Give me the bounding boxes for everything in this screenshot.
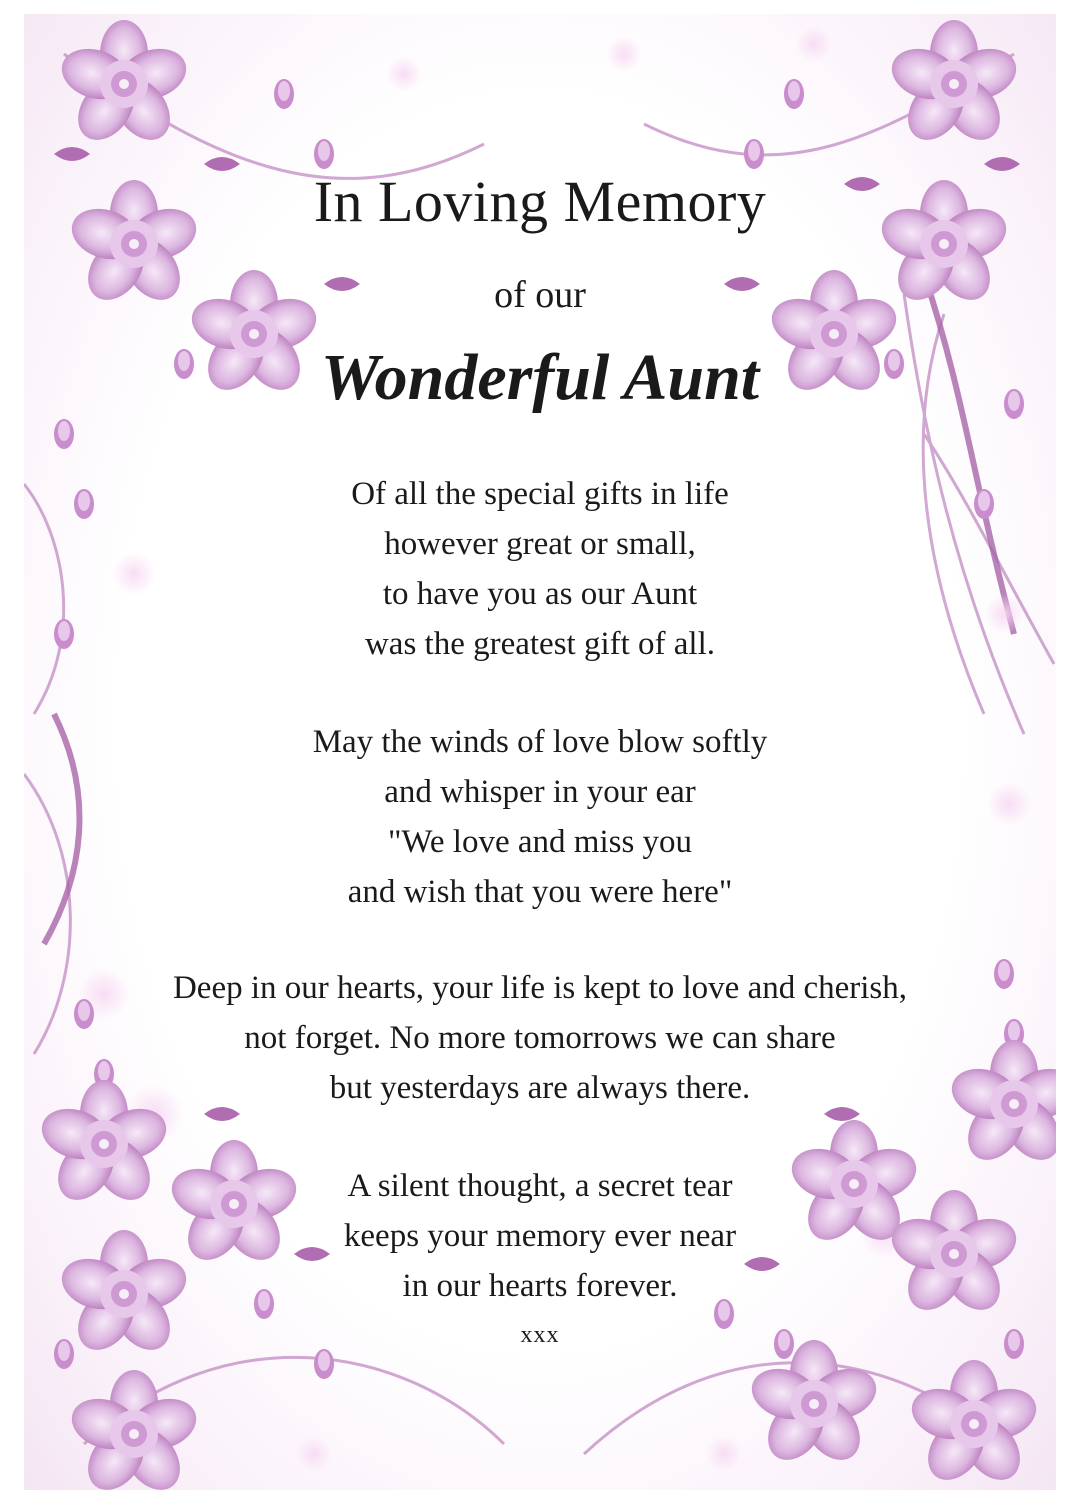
verse-line: May the winds of love blow softly xyxy=(312,724,768,760)
verse-line: however great or small, xyxy=(384,526,696,562)
verse-line: and whisper in your ear xyxy=(384,774,696,810)
verse-line: to have you as our Aunt xyxy=(382,576,698,612)
verse-line: Deep in our hearts, your life is kept to love and cherish, xyxy=(172,970,908,1006)
verse-line: Of all the special gifts in life xyxy=(351,476,729,512)
card-title: In Loving Memory xyxy=(313,169,767,234)
verse-line: A silent thought, a secret tear xyxy=(347,1168,733,1204)
card-name: Wonderful Aunt xyxy=(320,341,760,414)
verse-line: "We love and miss you xyxy=(387,824,693,860)
verse-line: was the greatest gift of all. xyxy=(364,626,716,662)
card-subtitle: of our xyxy=(494,274,586,316)
verse-line: keeps your memory ever near xyxy=(343,1218,737,1254)
verse-line: but yesterdays are always there. xyxy=(329,1070,751,1106)
verse-line: not forget. No more tomorrows we can share xyxy=(244,1020,836,1056)
verse-line: in our hearts forever. xyxy=(402,1268,678,1304)
signoff-kisses: xxx xyxy=(520,1322,560,1348)
verse-line: and wish that you were here" xyxy=(347,874,733,910)
